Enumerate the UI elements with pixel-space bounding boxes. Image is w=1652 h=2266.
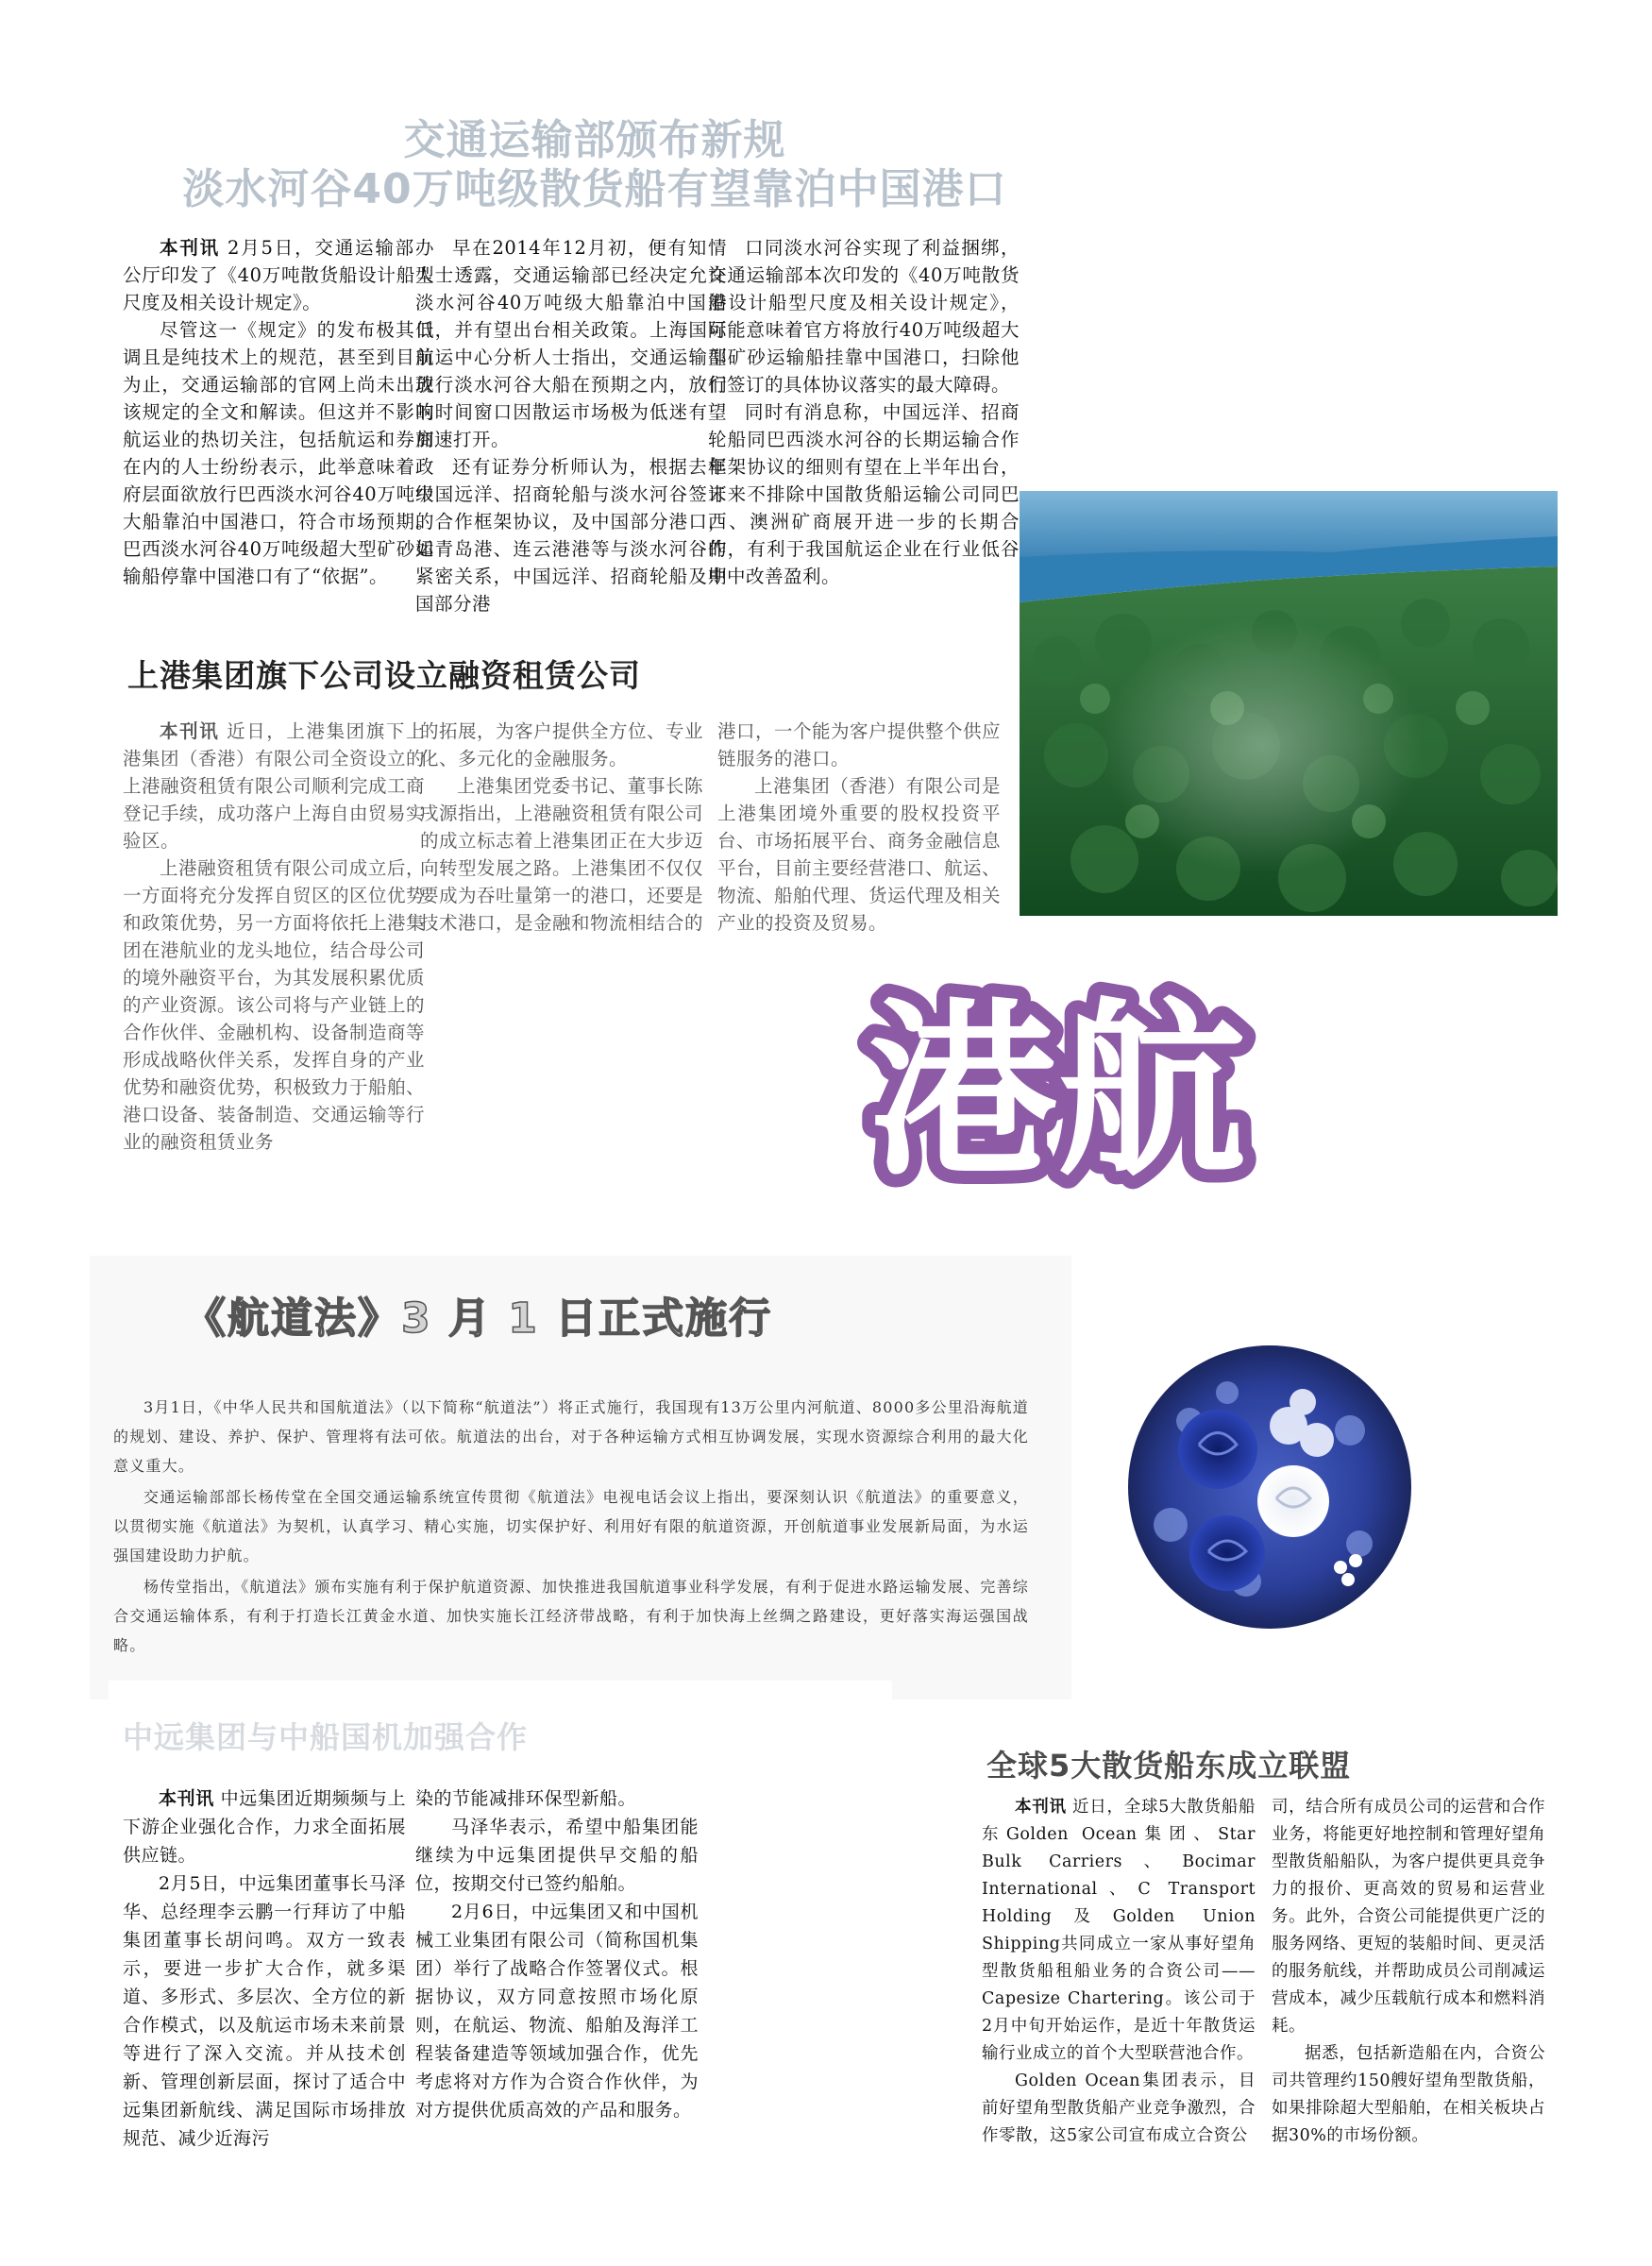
paragraph: 早在2014年12月初，便有知情人士透露，交通运输部已经决定允许淡水河谷40万吨级大船靠泊中国港口，并有望出台相关政策。上海国际航运中心分析人士指出，交通运输部放行淡水河谷大船在预期之内，放行的时间窗口因散运市场极为低迷有望加速打开。 xyxy=(415,237,727,450)
paragraph: 上港集团党委书记、董事长陈戌源指出，上港融资租赁有限公司的成立标志着上港集团正在大步迈向转型发展之路。上港集团不仅仅要成为吞吐量第一的港口，还要是技术港口，是金融和物流相结合的 xyxy=(420,775,704,934)
paragraph: 2月6日，中远集团又和中国机械工业集团有限公司（简称国机集团）举行了战略合作签署仪式。根据协议，双方同意按照市场化原则，在航运、物流、船舶及海洋工程装备建造等领域加强合作，优先考虑将对方作为合资合作伙伴，为对方提供优质高效的产品和服务。 xyxy=(415,1902,699,2121)
paragraph: 据悉，包括新造船在内，合资公司共管理约150艘好望角型散货船，如果排除超大型船舶，在相关板块占据30%的市场份额。 xyxy=(1272,2044,1545,2145)
article-bulk-alliance xyxy=(930,1723,1610,2195)
article-title: 上港集团旗下公司设立融资租赁公司 xyxy=(127,657,641,694)
paragraph: 2月5日，中远集团董事长马泽华、总经理李云鹏一行拜访了中船集团董事长胡问鸣。双方一致表示，要进一步扩大合作，就多渠道、多形式、多层次、全方位的新合作模式，以及航运市场未来前景等进行了深入交流。并从技术创新、管理创新层面，探讨了适合中远集团新航线、满足国际市场排放规范、减少近海污 xyxy=(123,1873,406,2149)
section-label-graphic xyxy=(850,958,1265,1232)
paragraph: 本刊讯 近日，上港集团旗下上港集团（香港）有限公司全资设立的上港融资租赁有限公司顺利完成工商登记手续，成功落户上海自由贸易实验区。 xyxy=(123,720,426,852)
paragraph: 上港融资租赁有限公司成立后，一方面将充分发挥自贸区的区位优势和政策优势，另一方面将依托上港集团在港航业的龙头地位，结合母公司的境外融资平台，为其发展积累优质的产业资源。该公司将与产业链上的合作伙伴、金融机构、设备制造商等形成战略伙伴关系，发挥自身的产业优势和融资优势，积极致力于船舶、港口设备、装备制造、交通运输等行业的融资租赁业务 xyxy=(123,857,426,1153)
section-label-port-shipping xyxy=(850,958,1265,1232)
paragraph: 本刊讯 2月5日，交通运输部办公厅印发了《40万吨散货船设计船型尺度及相关设计规定》。 xyxy=(123,237,434,313)
flower-photo xyxy=(1114,1336,1425,1638)
article-column-1 xyxy=(123,718,425,1156)
paragraph: 司，结合所有成员公司的运营和合作业务，将能更好地控制和管理好望角型散货船船队，为客户提供更具竞争力的报价、更高效的贸易和运营业务。此外，合资公司能提供更广泛的服务网络、更短的装船时间、更灵活的服务航线，并帮助成员公司削减运营成本，减少压载航行成本和燃料消耗。 xyxy=(1272,1798,1545,2036)
forest-coast-photo xyxy=(1020,491,1558,916)
article-title-line1: 交通运输部颁布新规 xyxy=(403,116,786,164)
article-column-2 xyxy=(420,718,703,937)
paragraph: 马泽华表示，希望中船集团能继续为中远集团提供早交船的船位，按期交付已签约船舶。 xyxy=(415,1817,699,1894)
paragraph: 本刊讯 近日，全球5大散货船船东Golden Ocean集团、Star Bulk Carriers、Bocimar International、C Transport Holding及Golden Union Shipping共同成立一家从事好望角型散货船租船业务的合资公司——Capesize Chartering。该公司于2月中旬开始运作，是近十年散货运输行业成立的首个大型联营池合作。 xyxy=(982,1798,1256,2063)
paragraph: 口同淡水河谷实现了利益捆绑，交通运输部本次印发的《40万吨散货船设计船型尺度及相关设计规定》，可能意味着官方将放行40万吨级超大型矿砂运输船挂靠中国港口，扫除他们签订的具体协议落实的最大障碍。 xyxy=(708,237,1020,396)
article-column-1 xyxy=(123,234,434,590)
flower-image xyxy=(1114,1336,1425,1638)
article-title-line2: 淡水河谷40万吨级散货船有望靠泊中国港口 xyxy=(182,165,1007,213)
paragraph: 上港集团（香港）有限公司是上港集团境外重要的股权投资平台、市场拓展平台、商务金融信息平台，目前主要经营港口、航运、物流、船舶代理、货运代理及相关产业的投资及贸易。 xyxy=(717,775,1002,934)
section-label-text: 港航 xyxy=(868,982,1247,1202)
article-column-3 xyxy=(708,234,1020,590)
article-column-2 xyxy=(415,234,727,617)
article-column-1 xyxy=(123,1784,406,2153)
article-title: 中远集团与中船国机加强合作 xyxy=(123,1719,529,1755)
article-title: 《航道法》3 月 1 日正式施行 xyxy=(184,1294,773,1343)
paragraph: 染的节能减排环保型新船。 xyxy=(415,1788,637,1809)
article-column-2 xyxy=(415,1784,699,2124)
article-waterway-law xyxy=(90,1256,1071,1700)
paragraph: 交通运输部部长杨传堂在全国交通运输系统宣传贯彻《航道法》电视电话会议上指出，要深刻认识《航道法》的重要意义，以贯彻实施《航道法》为契机，认真学习、精心实施，切实保护好、利用好有限的航道资源，开创航道事业发展新局面，为水运强国建设助力护航。 xyxy=(113,1488,1029,1564)
article-title: 全球5大散货船东成立联盟 xyxy=(986,1748,1352,1784)
article-column-3 xyxy=(717,718,1001,937)
article-column-2 xyxy=(1272,1794,1545,2150)
article-column-1 xyxy=(982,1794,1256,2150)
paragraph: 杨传堂指出，《航道法》颁布实施有利于保护航道资源、加快推进我国航道事业科学发展，有利于促进水路运输发展、完善综合交通运输体系，有利于打造长江黄金水道、加快实施长江经济带战略，有利于加快海上丝绸之路建设，更好落实海运强国战略。 xyxy=(113,1578,1030,1654)
forest-coast-image xyxy=(1020,491,1558,916)
paragraph: 同时有消息称，中国远洋、招商轮船同巴西淡水河谷的长期运输合作框架协议的细则有望在上半年出台，未来不排除中国散货船运输公司同巴西、澳洲矿商展开进一步的长期合作，有利于我国航运企业在行业低谷期中改善盈利。 xyxy=(708,401,1020,587)
paragraph: 本刊讯 中远集团近期频频与上下游企业强化合作，力求全面拓展供应链。 xyxy=(123,1788,406,1866)
paragraph: Golden Ocean集团表示，目前好望角型散货船产业竞争激烈，合作零散，这5家公司宣布成立合资公 xyxy=(982,2072,1256,2145)
paragraph: 的拓展，为客户提供全方位、专业化、多元化的金融服务。 xyxy=(420,720,704,769)
paragraph: 港口，一个能为客户提供整个供应链服务的港口。 xyxy=(717,720,1002,769)
paragraph: 3月1日，《中华人民共和国航道法》（以下简称“航道法”）将正式施行，我国现有13万公里内河航道、8000多公里沿海航道的规划、建设、养护、保护、管理将有法可依。航道法的出台，对于各种运输方式相互协调发展，实现水资源综合利用的最大化意义重大。 xyxy=(113,1398,1029,1475)
paragraph: 还有证券分析师认为，根据去年中国远洋、招商轮船与淡水河谷签订的合作框架协议，及中国部分港口，如青岛港、连云港港等与淡水河谷的紧密关系，中国远洋、招商轮船及中国部分港 xyxy=(415,456,727,615)
article-body xyxy=(113,1393,1029,1662)
article-cosco-cooperation xyxy=(109,1681,892,2162)
paragraph: 尽管这一《规定》的发布极其低调且是纯技术上的规范，甚至到目前为止，交通运输部的官网上尚未出现该规定的全文和解读。但这并不影响航运业的热切关注，包括航运和券商在内的人士纷纷表示，此举意味着政府层面欲放行巴西淡水河谷40万吨级大船靠泊中国港口，符合市场预期。巴西淡水河谷40万吨级超大型矿砂运输船停靠中国港口有了“依据”。 xyxy=(123,319,434,587)
